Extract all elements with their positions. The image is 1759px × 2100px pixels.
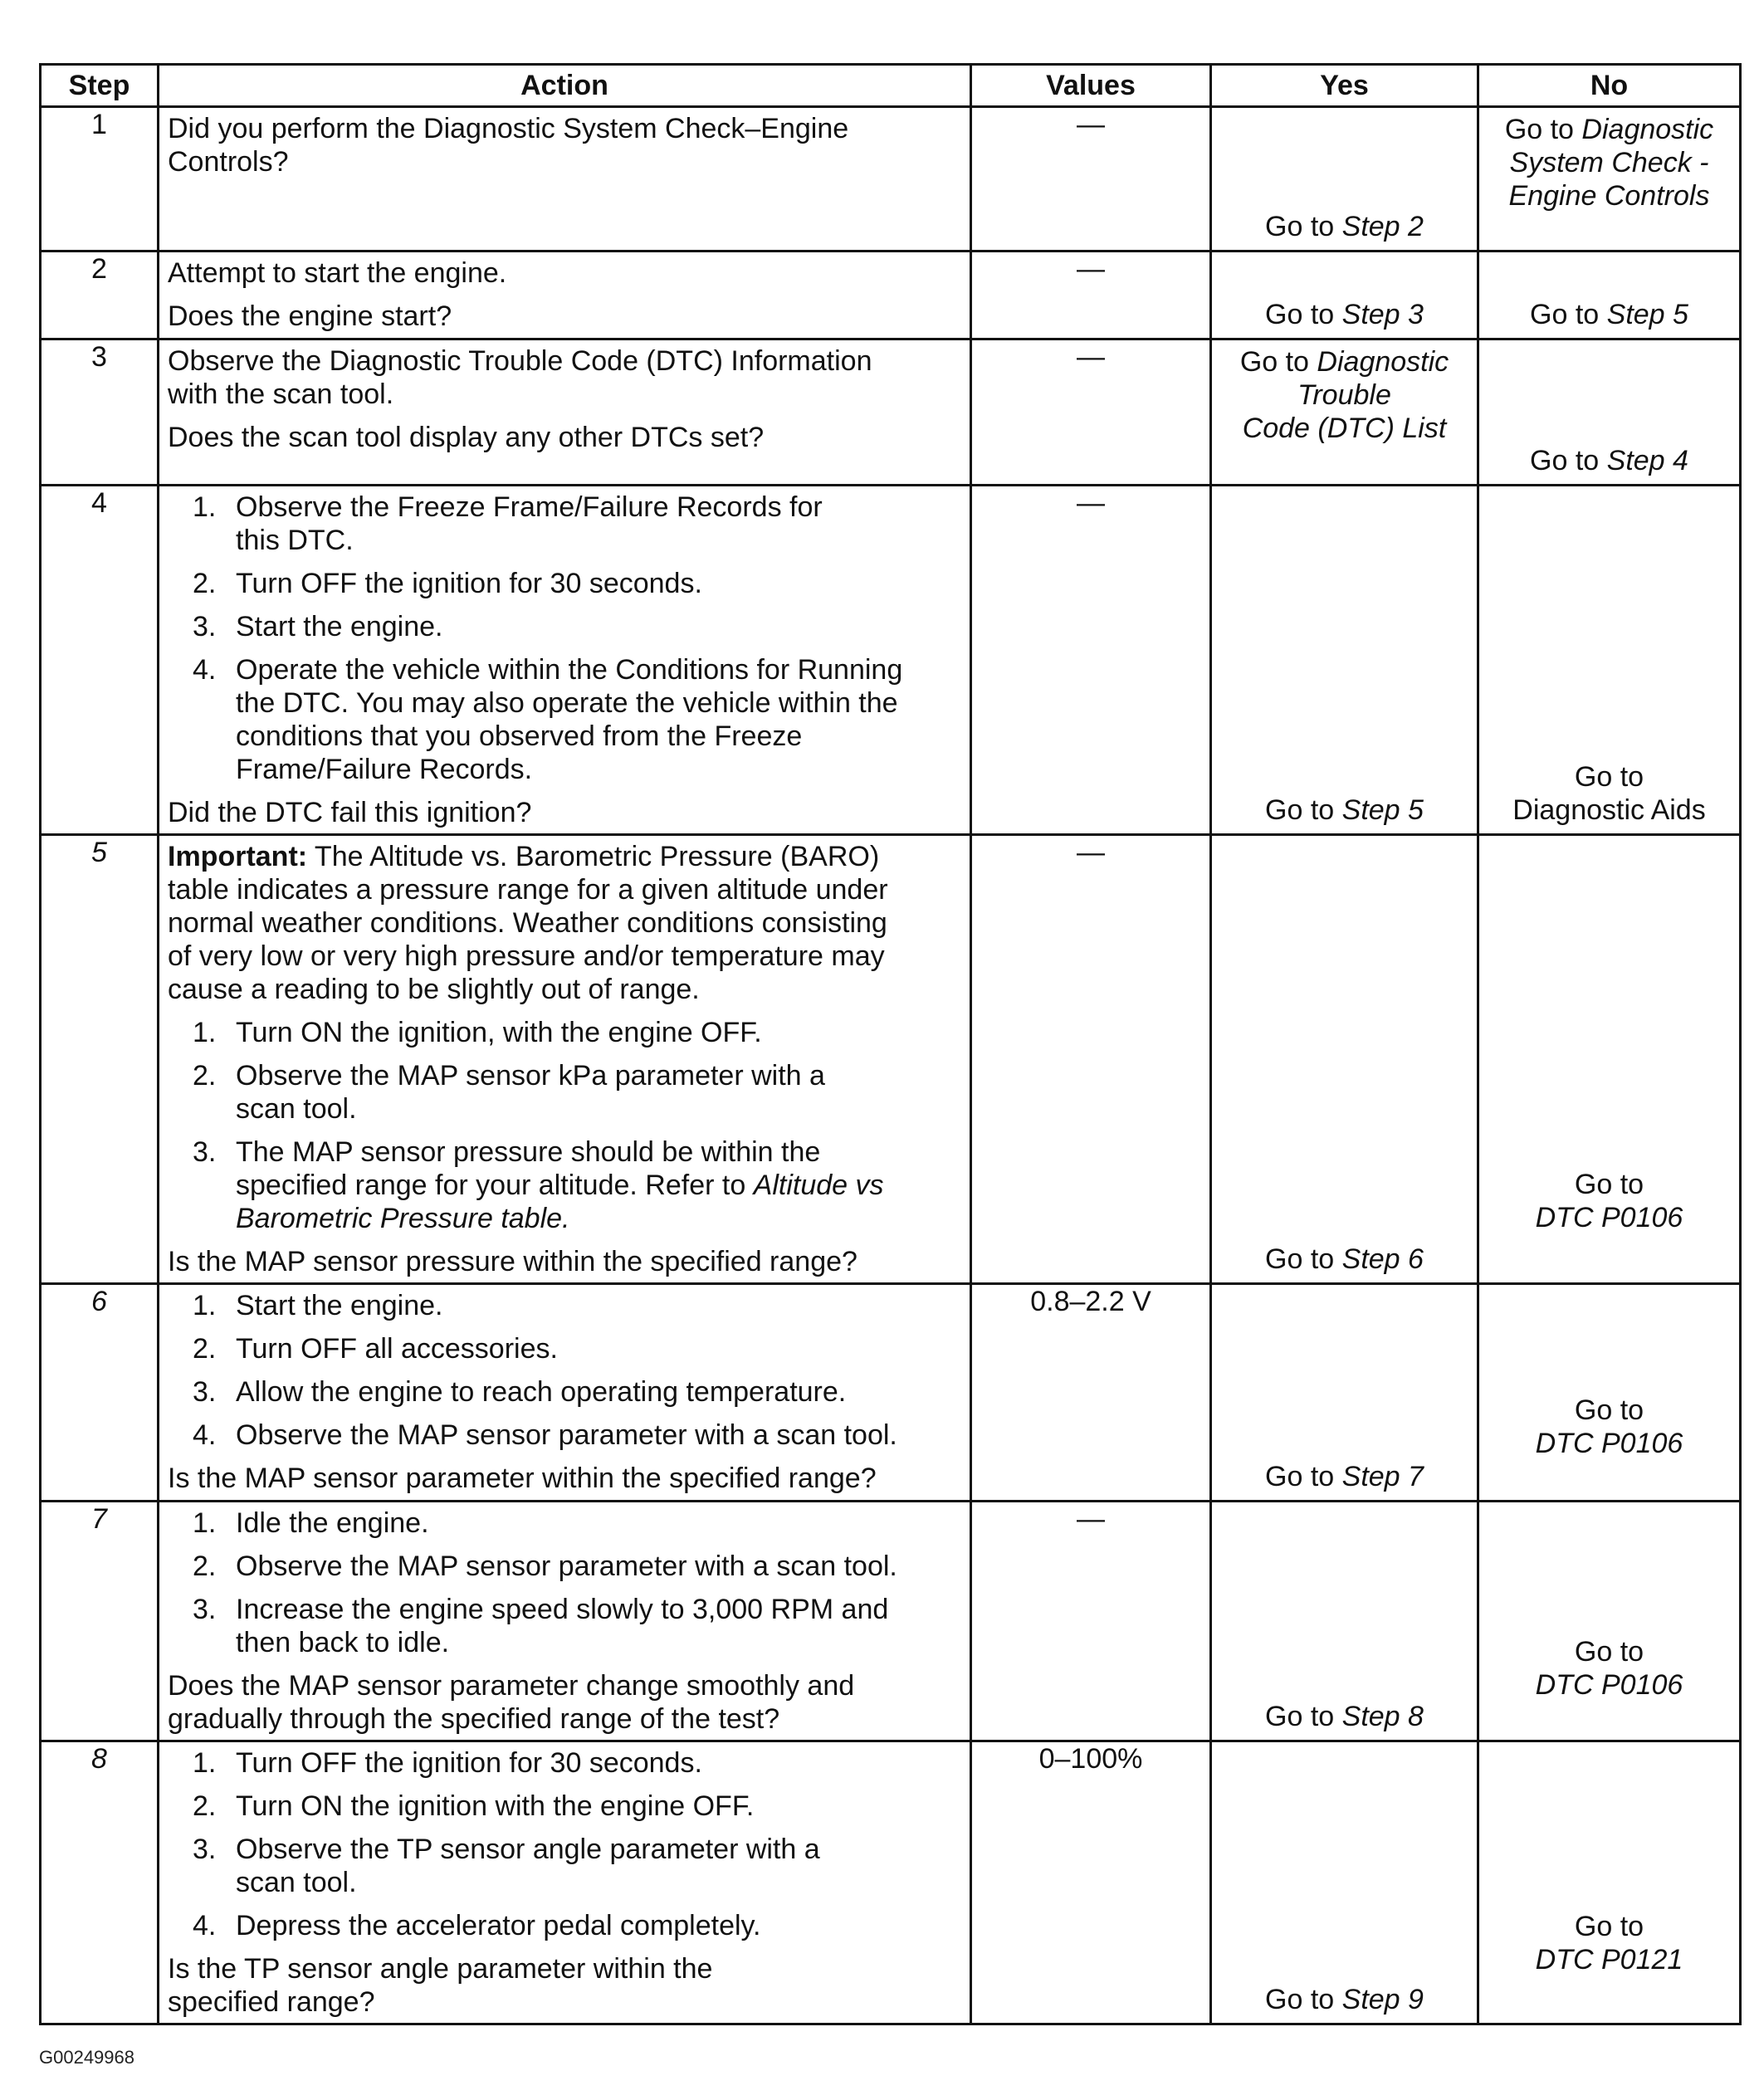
goto-link[interactable]: Step 5 xyxy=(1341,794,1424,826)
action-text xyxy=(168,112,961,178)
step-line: Turn OFF the ignition for 30 seconds. xyxy=(236,1747,702,1779)
step-number: 4 xyxy=(41,486,159,835)
goto-prefix: Go to xyxy=(1574,1169,1644,1200)
goto-link[interactable]: System Check - xyxy=(1509,147,1709,178)
step-index: 1. xyxy=(193,1017,217,1048)
header-no: No xyxy=(1478,65,1741,107)
step-number: 7 xyxy=(41,1502,159,1741)
goto-link[interactable]: Step 6 xyxy=(1341,1243,1424,1275)
yes-cell xyxy=(1211,1284,1478,1502)
values-cell: 0–100% xyxy=(971,1741,1211,2024)
action-cell xyxy=(159,835,971,1284)
goto-prefix: Go to xyxy=(1265,794,1342,826)
header-row xyxy=(41,65,1741,107)
action-cell xyxy=(159,1284,971,1502)
step-line: Increase the engine speed slowly to 3,000 RPM and xyxy=(236,1594,889,1625)
action-step xyxy=(168,1909,961,1942)
goto-link[interactable]: Code (DTC) List xyxy=(1242,413,1447,444)
goto-prefix: Go to xyxy=(1574,761,1644,793)
no-goto[interactable] xyxy=(1486,1635,1732,1702)
action-cell xyxy=(159,1741,971,2024)
action-steps-list xyxy=(168,1016,961,1235)
values-cell: — xyxy=(971,1502,1211,1741)
header-yes: Yes xyxy=(1211,65,1478,107)
note-line: cause a reading to be slightly out of range. xyxy=(168,974,700,1005)
step-index: 2. xyxy=(193,1551,217,1582)
step-line: Operate the vehicle within the Conditions for Running xyxy=(236,654,903,686)
action-step xyxy=(168,1135,961,1235)
action-step xyxy=(168,1507,961,1540)
step-index: 2. xyxy=(193,1060,217,1092)
action-question: Is the MAP sensor parameter within the specified range? xyxy=(168,1463,877,1494)
action-cell xyxy=(159,486,971,835)
yes-goto[interactable] xyxy=(1219,345,1470,445)
step-index: 3. xyxy=(193,611,217,642)
goto-prefix: Go to xyxy=(1265,1984,1342,2015)
yes-goto[interactable] xyxy=(1219,794,1470,827)
action-question: Does the engine start? xyxy=(168,300,452,332)
note-line: of very low or very high pressure and/or temperature may xyxy=(168,940,885,972)
goto-link[interactable]: DTC P0106 xyxy=(1535,1428,1683,1459)
yes-cell xyxy=(1211,835,1478,1284)
no-cell xyxy=(1478,1741,1741,2024)
yes-cell xyxy=(1211,107,1478,252)
table-row xyxy=(41,252,1741,339)
yes-goto[interactable] xyxy=(1219,1243,1470,1276)
action-question xyxy=(168,1952,961,2019)
step-line: scan tool. xyxy=(236,1093,357,1125)
no-goto[interactable] xyxy=(1486,444,1732,477)
yes-cell xyxy=(1211,252,1478,339)
step-line: Allow the engine to reach operating temperature. xyxy=(236,1376,847,1408)
step-index: 4. xyxy=(193,1419,217,1451)
goto-link[interactable]: DTC P0106 xyxy=(1535,1202,1683,1233)
altitude-table-link[interactable]: Barometric Pressure table. xyxy=(236,1203,570,1234)
important-label: Important: xyxy=(168,841,308,872)
note-line: normal weather conditions. Weather conditions consisting xyxy=(168,907,887,939)
altitude-table-link[interactable]: Altitude vs xyxy=(753,1170,884,1201)
no-goto[interactable] xyxy=(1486,1394,1732,1460)
yes-goto[interactable] xyxy=(1219,1983,1470,2016)
yes-cell xyxy=(1211,1741,1478,2024)
action-step xyxy=(168,1375,961,1409)
step-line: Turn ON the ignition, with the engine OFF. xyxy=(236,1017,762,1048)
yes-cell xyxy=(1211,486,1478,835)
goto-link[interactable]: Trouble xyxy=(1297,379,1391,411)
goto-link[interactable]: Step 4 xyxy=(1606,445,1688,476)
step-line: Turn OFF all accessories. xyxy=(236,1333,558,1365)
goto-link[interactable]: Step 2 xyxy=(1341,211,1424,242)
yes-goto[interactable] xyxy=(1219,1700,1470,1733)
figure-id: G00249968 xyxy=(39,2047,134,2068)
goto-prefix: Go to xyxy=(1574,1911,1644,1942)
step-number: 6 xyxy=(41,1284,159,1502)
values-cell: — xyxy=(971,107,1211,252)
no-cell xyxy=(1478,252,1741,339)
yes-cell xyxy=(1211,1502,1478,1741)
goto-prefix: Go to xyxy=(1504,114,1582,145)
values-cell: 0.8–2.2 V xyxy=(971,1284,1211,1502)
step-line: Observe the TP sensor angle parameter with a xyxy=(236,1834,820,1865)
step-number: 8 xyxy=(41,1741,159,2024)
action-step xyxy=(168,1746,961,1780)
step-index: 1. xyxy=(193,1507,217,1539)
step-line: Frame/Failure Records. xyxy=(236,754,533,785)
goto-prefix: Go to xyxy=(1530,299,1607,330)
goto-prefix: Go to xyxy=(1574,1636,1644,1668)
goto-prefix: Go to xyxy=(1265,1701,1342,1732)
note-line: table indicates a pressure range for a given altitude under xyxy=(168,874,888,906)
yes-cell xyxy=(1211,339,1478,486)
step-line: Turn OFF the ignition for 30 seconds. xyxy=(236,568,702,599)
step-index: 1. xyxy=(193,1747,217,1779)
action-cell xyxy=(159,339,971,486)
action-question: Did the DTC fail this ignition? xyxy=(168,797,532,828)
step-number: 2 xyxy=(41,252,159,339)
goto-link[interactable]: Step 7 xyxy=(1341,1461,1424,1492)
action-steps-list xyxy=(168,1289,961,1452)
step-index: 3. xyxy=(193,1376,217,1408)
action-cell xyxy=(159,252,971,339)
step-number: 3 xyxy=(41,339,159,486)
action-step xyxy=(168,1059,961,1126)
goto-link[interactable]: DTC P0121 xyxy=(1535,1944,1683,1975)
values-cell: — xyxy=(971,339,1211,486)
step-index: 1. xyxy=(193,1290,217,1321)
no-goto[interactable] xyxy=(1486,113,1732,212)
yes-goto[interactable] xyxy=(1219,210,1470,243)
no-goto[interactable] xyxy=(1486,760,1732,827)
header-action: Action xyxy=(159,65,971,107)
action-step xyxy=(168,491,961,557)
step-index: 2. xyxy=(193,568,217,599)
action-text xyxy=(168,344,961,411)
no-cell xyxy=(1478,339,1741,486)
action-step xyxy=(168,1419,961,1452)
action-steps-list xyxy=(168,1746,961,1942)
action-step xyxy=(168,1332,961,1365)
header-step: Step xyxy=(41,65,159,107)
diagnostic-table xyxy=(39,63,1742,2025)
values-cell: — xyxy=(971,252,1211,339)
goto-link[interactable]: Step 3 xyxy=(1341,299,1424,330)
no-goto[interactable] xyxy=(1486,298,1732,331)
step-line: this DTC. xyxy=(236,525,354,556)
table-row xyxy=(41,1284,1741,1502)
action-cell xyxy=(159,107,971,252)
header-values: Values xyxy=(971,65,1211,107)
table-row xyxy=(41,1741,1741,2024)
important-note xyxy=(168,840,961,1006)
step-line: Start the engine. xyxy=(236,1290,443,1321)
no-goto[interactable] xyxy=(1486,1910,1732,1976)
step-number: 1 xyxy=(41,107,159,252)
question-line: Is the TP sensor angle parameter within the xyxy=(168,1953,713,1985)
step-index: 4. xyxy=(193,1910,217,1941)
action-line: Did you perform the Diagnostic System Check–Engine xyxy=(168,113,849,144)
question-line: gradually through the specified range of the test? xyxy=(168,1703,780,1735)
action-step xyxy=(168,1593,961,1659)
action-question xyxy=(168,1669,961,1736)
step-number: 5 xyxy=(41,835,159,1284)
note-line: The Altitude vs. Barometric Pressure (BARO) xyxy=(307,841,880,872)
step-index: 2. xyxy=(193,1333,217,1365)
goto-prefix: Go to xyxy=(1530,445,1607,476)
yes-goto[interactable] xyxy=(1219,1460,1470,1493)
step-line: The MAP sensor pressure should be within the xyxy=(236,1136,821,1168)
goto-prefix: Go to xyxy=(1265,299,1342,330)
table-row xyxy=(41,107,1741,252)
step-line: Observe the MAP sensor parameter with a scan tool. xyxy=(236,1419,897,1451)
no-cell xyxy=(1478,1502,1741,1741)
values-cell: — xyxy=(971,835,1211,1284)
step-line: Idle the engine. xyxy=(236,1507,429,1539)
diagnostic-table-container xyxy=(39,63,1739,2025)
step-line: Observe the Freeze Frame/Failure Records for xyxy=(236,491,823,523)
step-line: Start the engine. xyxy=(236,611,443,642)
no-cell xyxy=(1478,486,1741,835)
action-step xyxy=(168,1833,961,1899)
question-line: specified range? xyxy=(168,1986,375,2018)
step-line: Depress the accelerator pedal completely. xyxy=(236,1910,761,1941)
action-steps-list xyxy=(168,1507,961,1659)
step-index: 4. xyxy=(193,654,217,686)
step-index: 3. xyxy=(193,1594,217,1625)
goto-prefix: Go to xyxy=(1265,211,1342,242)
action-step xyxy=(168,1016,961,1049)
table-row xyxy=(41,339,1741,486)
table-row xyxy=(41,1502,1741,1741)
goto-prefix: Go to xyxy=(1239,346,1317,378)
action-question: Does the scan tool display any other DTCs set? xyxy=(168,422,765,453)
step-line: Turn ON the ignition with the engine OFF. xyxy=(236,1790,755,1822)
goto-prefix: Go to xyxy=(1265,1243,1342,1275)
action-step xyxy=(168,1790,961,1823)
action-step xyxy=(168,1289,961,1322)
step-index: 1. xyxy=(193,491,217,523)
action-text: Attempt to start the engine. xyxy=(168,257,507,289)
goto-link[interactable]: Step 8 xyxy=(1341,1701,1424,1732)
goto-prefix: Go to xyxy=(1574,1394,1644,1426)
goto-link[interactable]: Diagnostic xyxy=(1317,346,1449,378)
no-cell xyxy=(1478,107,1741,252)
action-line: Observe the Diagnostic Trouble Code (DTC) Information xyxy=(168,345,872,377)
goto-link[interactable]: Diagnostic xyxy=(1581,114,1714,145)
action-cell xyxy=(159,1502,971,1741)
action-step xyxy=(168,653,961,786)
values-cell: — xyxy=(971,486,1211,835)
goto-link[interactable]: Step 5 xyxy=(1606,299,1688,330)
no-goto[interactable] xyxy=(1486,1168,1732,1234)
action-line: with the scan tool. xyxy=(168,378,394,410)
action-step xyxy=(168,610,961,643)
action-step xyxy=(168,567,961,600)
step-line: the DTC. You may also operate the vehicle within the xyxy=(236,687,898,719)
step-line: Observe the MAP sensor parameter with a scan tool. xyxy=(236,1551,897,1582)
action-line: Controls? xyxy=(168,146,289,178)
question-line: Does the MAP sensor parameter change smoothly and xyxy=(168,1670,855,1702)
step-line: Observe the MAP sensor kPa parameter with a xyxy=(236,1060,825,1092)
step-index: 2. xyxy=(193,1790,217,1822)
no-cell xyxy=(1478,1284,1741,1502)
no-cell xyxy=(1478,835,1741,1284)
step-line: specified range for your altitude. Refer to xyxy=(236,1170,754,1201)
goto-prefix: Go to xyxy=(1265,1461,1342,1492)
goto-link[interactable]: Step 9 xyxy=(1341,1984,1424,2015)
action-question: Is the MAP sensor pressure within the specified range? xyxy=(168,1246,858,1277)
table-row xyxy=(41,486,1741,835)
step-line: scan tool. xyxy=(236,1867,357,1898)
step-line: then back to idle. xyxy=(236,1627,450,1658)
step-index: 3. xyxy=(193,1136,217,1168)
goto-link[interactable]: Engine Controls xyxy=(1508,180,1710,212)
table-row xyxy=(41,835,1741,1284)
step-index: 3. xyxy=(193,1834,217,1865)
goto-link[interactable]: DTC P0106 xyxy=(1535,1669,1683,1701)
step-line: conditions that you observed from the Freeze xyxy=(236,720,803,752)
yes-goto[interactable] xyxy=(1219,298,1470,331)
action-step xyxy=(168,1550,961,1583)
action-steps-list xyxy=(168,491,961,786)
goto-link[interactable]: Diagnostic Aids xyxy=(1512,794,1706,826)
